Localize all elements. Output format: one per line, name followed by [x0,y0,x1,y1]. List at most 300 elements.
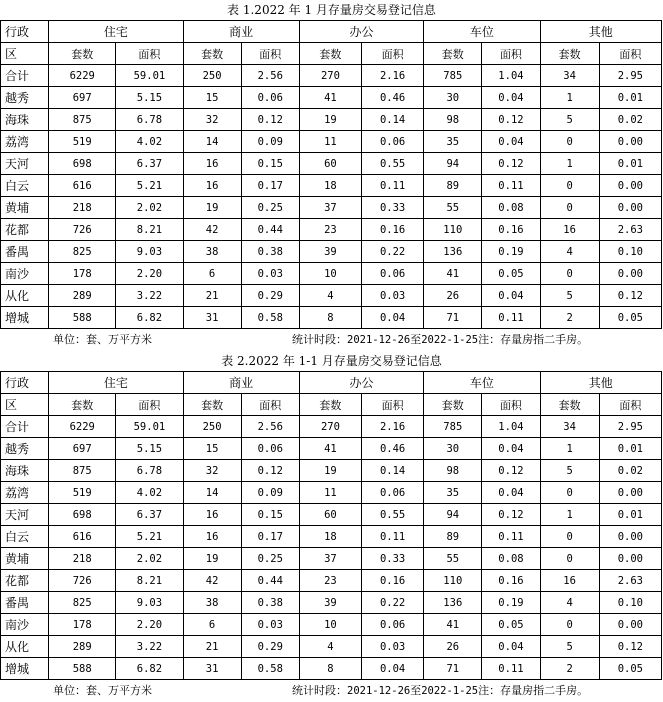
table-row [1,241,662,263]
count-cell: 825 [49,241,116,263]
count-cell: 30 [424,438,482,460]
area-cell: 3.22 [116,636,183,658]
table-row [1,416,662,438]
count-cell: 34 [540,65,599,87]
count-cell: 588 [49,658,116,680]
count-cell: 5 [540,285,599,307]
area-cell: 2.16 [362,416,424,438]
area-header: 面积 [482,394,540,416]
count-cell: 519 [49,482,116,504]
area-cell: 0.00 [599,614,661,636]
area-cell: 0.02 [599,109,661,131]
area-cell: 0.05 [482,614,540,636]
area-cell: 0.10 [599,241,661,263]
count-cell: 21 [183,285,241,307]
district-name: 越秀 [1,87,49,109]
group-header: 车位 [424,372,540,394]
area-cell: 0.19 [482,241,540,263]
area-cell: 0.33 [362,197,424,219]
area-cell: 0.04 [482,131,540,153]
area-cell: 2.56 [241,65,299,87]
count-cell: 21 [183,636,241,658]
area-cell: 0.04 [482,87,540,109]
count-cell: 8 [299,658,361,680]
sub-header-row [1,43,662,65]
count-cell: 16 [540,570,599,592]
count-cell: 35 [424,482,482,504]
area-cell: 0.08 [482,548,540,570]
count-cell: 4 [299,285,361,307]
area-cell: 0.12 [482,153,540,175]
group-header: 其他 [540,372,661,394]
count-cell: 0 [540,263,599,285]
district-name: 番禺 [1,592,49,614]
period-start: 2021-12-26 [347,685,411,697]
area-cell: 0.46 [362,87,424,109]
area-cell: 0.17 [241,526,299,548]
district-name: 天河 [1,504,49,526]
table-row [1,219,662,241]
area-cell: 0.00 [599,482,661,504]
group-header: 其他 [540,21,661,43]
count-cell: 698 [49,153,116,175]
area-cell: 0.10 [599,592,661,614]
table-section [0,351,663,702]
count-cell: 41 [424,263,482,285]
area-cell: 0.06 [362,263,424,285]
count-cell: 19 [299,460,361,482]
area-cell: 0.17 [241,175,299,197]
area-cell: 2.02 [116,197,183,219]
area-cell: 6.37 [116,504,183,526]
count-cell: 218 [49,548,116,570]
count-cell: 34 [540,416,599,438]
count-cell: 11 [299,482,361,504]
area-cell: 0.44 [241,570,299,592]
area-cell: 0.55 [362,153,424,175]
count-cell: 726 [49,570,116,592]
area-cell: 0.04 [362,658,424,680]
area-cell: 0.00 [599,263,661,285]
area-header: 面积 [362,43,424,65]
table-row [1,263,662,285]
remark-note: 注：存量房指二手房。 [478,684,589,697]
group-header: 住宅 [49,372,183,394]
count-cell: 2 [540,658,599,680]
table-row [1,526,662,548]
table-row [1,285,662,307]
count-cell: 825 [49,592,116,614]
area-cell: 0.25 [241,548,299,570]
area-cell: 9.03 [116,592,183,614]
area-cell: 0.00 [599,197,661,219]
district-name: 天河 [1,153,49,175]
count-header: 套数 [183,394,241,416]
count-cell: 1 [540,153,599,175]
district-name: 花都 [1,570,49,592]
count-cell: 697 [49,87,116,109]
count-cell: 19 [183,548,241,570]
district-name: 番禺 [1,241,49,263]
count-cell: 41 [299,87,361,109]
count-cell: 5 [540,636,599,658]
count-cell: 1 [540,87,599,109]
count-cell: 11 [299,131,361,153]
count-cell: 1 [540,504,599,526]
count-cell: 18 [299,526,361,548]
count-cell: 39 [299,592,361,614]
count-cell: 60 [299,504,361,526]
table-row [1,614,662,636]
table-row [1,570,662,592]
count-cell: 4 [299,636,361,658]
count-cell: 270 [299,65,361,87]
count-cell: 32 [183,460,241,482]
district-name: 黄埔 [1,197,49,219]
area-cell: 2.63 [599,570,661,592]
count-cell: 0 [540,175,599,197]
area-cell: 0.06 [241,438,299,460]
area-cell: 0.29 [241,285,299,307]
group-header: 车位 [424,21,540,43]
period-note [292,329,588,351]
area-cell: 2.16 [362,65,424,87]
count-cell: 16 [183,504,241,526]
district-name: 合计 [1,65,49,87]
count-header: 套数 [183,43,241,65]
area-cell: 0.08 [482,197,540,219]
count-cell: 94 [424,504,482,526]
district-header-bottom: 区 [1,394,49,416]
count-cell: 98 [424,109,482,131]
area-cell: 0.12 [241,460,299,482]
period-end: 2022-1-25 [421,334,479,346]
count-cell: 270 [299,416,361,438]
table-row [1,175,662,197]
area-cell: 0.15 [241,504,299,526]
area-cell: 0.04 [482,482,540,504]
count-header: 套数 [299,394,361,416]
area-cell: 5.21 [116,526,183,548]
district-name: 黄埔 [1,548,49,570]
area-cell: 0.01 [599,438,661,460]
table-row [1,438,662,460]
area-cell: 0.03 [362,636,424,658]
count-cell: 30 [424,87,482,109]
area-header: 面积 [116,43,183,65]
count-cell: 26 [424,636,482,658]
count-cell: 23 [299,219,361,241]
area-cell: 1.04 [482,416,540,438]
area-cell: 0.12 [599,636,661,658]
district-name: 南沙 [1,263,49,285]
district-name: 花都 [1,219,49,241]
count-cell: 0 [540,614,599,636]
count-cell: 136 [424,241,482,263]
area-cell: 0.05 [599,307,661,329]
area-cell: 0.46 [362,438,424,460]
table-row [1,307,662,329]
count-cell: 0 [540,526,599,548]
area-cell: 8.21 [116,219,183,241]
area-cell: 0.00 [599,175,661,197]
area-cell: 0.00 [599,131,661,153]
area-cell: 1.04 [482,65,540,87]
count-cell: 31 [183,307,241,329]
area-cell: 0.16 [482,219,540,241]
area-header: 面积 [599,394,661,416]
area-cell: 0.58 [241,658,299,680]
area-cell: 0.03 [241,263,299,285]
count-cell: 16 [183,526,241,548]
count-cell: 5 [540,460,599,482]
group-header: 住宅 [49,21,183,43]
area-cell: 0.14 [362,109,424,131]
area-cell: 2.63 [599,219,661,241]
count-cell: 4 [540,241,599,263]
count-cell: 42 [183,219,241,241]
count-cell: 32 [183,109,241,131]
area-cell: 0.11 [482,307,540,329]
area-cell: 2.20 [116,614,183,636]
count-cell: 37 [299,548,361,570]
district-name: 荔湾 [1,131,49,153]
area-cell: 0.38 [241,241,299,263]
count-cell: 110 [424,219,482,241]
count-cell: 0 [540,131,599,153]
count-cell: 4 [540,592,599,614]
count-cell: 6 [183,614,241,636]
count-cell: 35 [424,131,482,153]
count-cell: 218 [49,197,116,219]
area-cell: 5.15 [116,438,183,460]
area-cell: 6.82 [116,658,183,680]
area-cell: 2.95 [599,65,661,87]
district-name: 增城 [1,658,49,680]
district-name: 越秀 [1,438,49,460]
count-cell: 41 [424,614,482,636]
area-cell: 0.11 [362,175,424,197]
group-header: 办公 [299,21,423,43]
district-name: 白云 [1,526,49,548]
area-cell: 5.21 [116,175,183,197]
area-cell: 4.02 [116,482,183,504]
count-cell: 8 [299,307,361,329]
count-cell: 785 [424,416,482,438]
area-cell: 0.06 [362,614,424,636]
unit-note: 单位：套、万平方米 [53,333,152,346]
district-name: 海珠 [1,109,49,131]
count-cell: 31 [183,658,241,680]
count-cell: 16 [183,153,241,175]
count-cell: 15 [183,87,241,109]
count-cell: 2 [540,307,599,329]
count-cell: 5 [540,109,599,131]
table-row [1,109,662,131]
table-row [1,65,662,87]
area-cell: 0.58 [241,307,299,329]
count-cell: 875 [49,109,116,131]
district-header-top: 行政 [1,372,49,394]
group-header: 办公 [299,372,423,394]
area-cell: 0.12 [241,109,299,131]
count-cell: 94 [424,153,482,175]
area-cell: 0.25 [241,197,299,219]
area-cell: 8.21 [116,570,183,592]
area-cell: 0.00 [599,548,661,570]
area-header: 面积 [482,43,540,65]
district-header-top: 行政 [1,21,49,43]
count-cell: 875 [49,460,116,482]
count-cell: 6229 [49,65,116,87]
district-name: 白云 [1,175,49,197]
table-title: 表 2.2022 年 1-1 月存量房交易登记信息 [221,354,442,368]
table-title: 表 1.2022 年 1 月存量房交易登记信息 [227,3,436,17]
count-cell: 178 [49,614,116,636]
area-cell: 0.38 [241,592,299,614]
count-cell: 6 [183,263,241,285]
period-to: 至 [410,684,422,697]
count-cell: 250 [183,65,241,87]
area-cell: 0.00 [599,526,661,548]
group-header-row [1,21,662,43]
count-cell: 0 [540,197,599,219]
count-cell: 110 [424,570,482,592]
count-cell: 19 [299,109,361,131]
count-cell: 18 [299,175,361,197]
area-cell: 0.12 [482,460,540,482]
count-cell: 23 [299,570,361,592]
table-row [1,504,662,526]
area-cell: 0.12 [482,504,540,526]
table-row [1,87,662,109]
count-cell: 89 [424,526,482,548]
count-cell: 55 [424,197,482,219]
area-cell: 0.04 [482,285,540,307]
count-cell: 38 [183,241,241,263]
area-cell: 0.12 [599,285,661,307]
count-header: 套数 [299,43,361,65]
table-row [1,482,662,504]
count-cell: 16 [183,175,241,197]
count-cell: 98 [424,460,482,482]
area-cell: 0.22 [362,241,424,263]
area-cell: 0.16 [482,570,540,592]
period-note [292,680,588,702]
count-cell: 55 [424,548,482,570]
remark-note: 注：存量房指二手房。 [478,333,589,346]
count-cell: 38 [183,592,241,614]
count-cell: 519 [49,131,116,153]
count-cell: 698 [49,504,116,526]
district-name: 合计 [1,416,49,438]
transaction-table [0,20,662,329]
count-cell: 785 [424,65,482,87]
count-header: 套数 [540,43,599,65]
area-cell: 4.02 [116,131,183,153]
count-cell: 89 [424,175,482,197]
area-cell: 6.37 [116,153,183,175]
sub-header-row [1,394,662,416]
count-cell: 616 [49,175,116,197]
area-cell: 0.06 [362,131,424,153]
area-cell: 0.09 [241,482,299,504]
count-cell: 16 [540,219,599,241]
count-cell: 726 [49,219,116,241]
count-cell: 39 [299,241,361,263]
count-cell: 14 [183,482,241,504]
table-row [1,658,662,680]
count-cell: 71 [424,658,482,680]
transaction-table [0,371,662,680]
district-name: 南沙 [1,614,49,636]
area-cell: 0.44 [241,219,299,241]
area-cell: 6.82 [116,307,183,329]
count-cell: 19 [183,197,241,219]
count-cell: 697 [49,438,116,460]
table-row [1,592,662,614]
table-row [1,460,662,482]
area-cell: 0.01 [599,504,661,526]
area-cell: 0.01 [599,153,661,175]
district-name: 从化 [1,285,49,307]
table-note [0,329,663,351]
area-header: 面积 [599,43,661,65]
area-cell: 0.01 [599,87,661,109]
count-cell: 14 [183,131,241,153]
area-cell: 59.01 [116,416,183,438]
area-cell: 6.78 [116,460,183,482]
group-header: 商业 [183,372,299,394]
count-cell: 0 [540,548,599,570]
area-cell: 0.04 [482,438,540,460]
group-header-row [1,372,662,394]
count-cell: 289 [49,285,116,307]
area-cell: 0.06 [241,87,299,109]
area-header: 面积 [241,43,299,65]
table-row [1,197,662,219]
district-name: 荔湾 [1,482,49,504]
count-cell: 1 [540,438,599,460]
area-cell: 0.06 [362,482,424,504]
area-cell: 0.05 [599,658,661,680]
area-cell: 0.04 [362,307,424,329]
area-cell: 0.11 [362,526,424,548]
area-cell: 0.11 [482,526,540,548]
area-cell: 59.01 [116,65,183,87]
area-cell: 0.11 [482,175,540,197]
table-row [1,548,662,570]
area-cell: 0.55 [362,504,424,526]
district-name: 增城 [1,307,49,329]
area-cell: 0.19 [482,592,540,614]
count-header: 套数 [424,43,482,65]
count-cell: 588 [49,307,116,329]
area-cell: 3.22 [116,285,183,307]
area-cell: 9.03 [116,241,183,263]
count-cell: 250 [183,416,241,438]
count-cell: 26 [424,285,482,307]
count-header: 套数 [49,394,116,416]
period-start: 2021-12-26 [347,334,411,346]
district-name: 海珠 [1,460,49,482]
table-row [1,153,662,175]
area-cell: 2.56 [241,416,299,438]
area-cell: 0.22 [362,592,424,614]
count-cell: 37 [299,197,361,219]
area-cell: 0.03 [241,614,299,636]
count-cell: 10 [299,263,361,285]
